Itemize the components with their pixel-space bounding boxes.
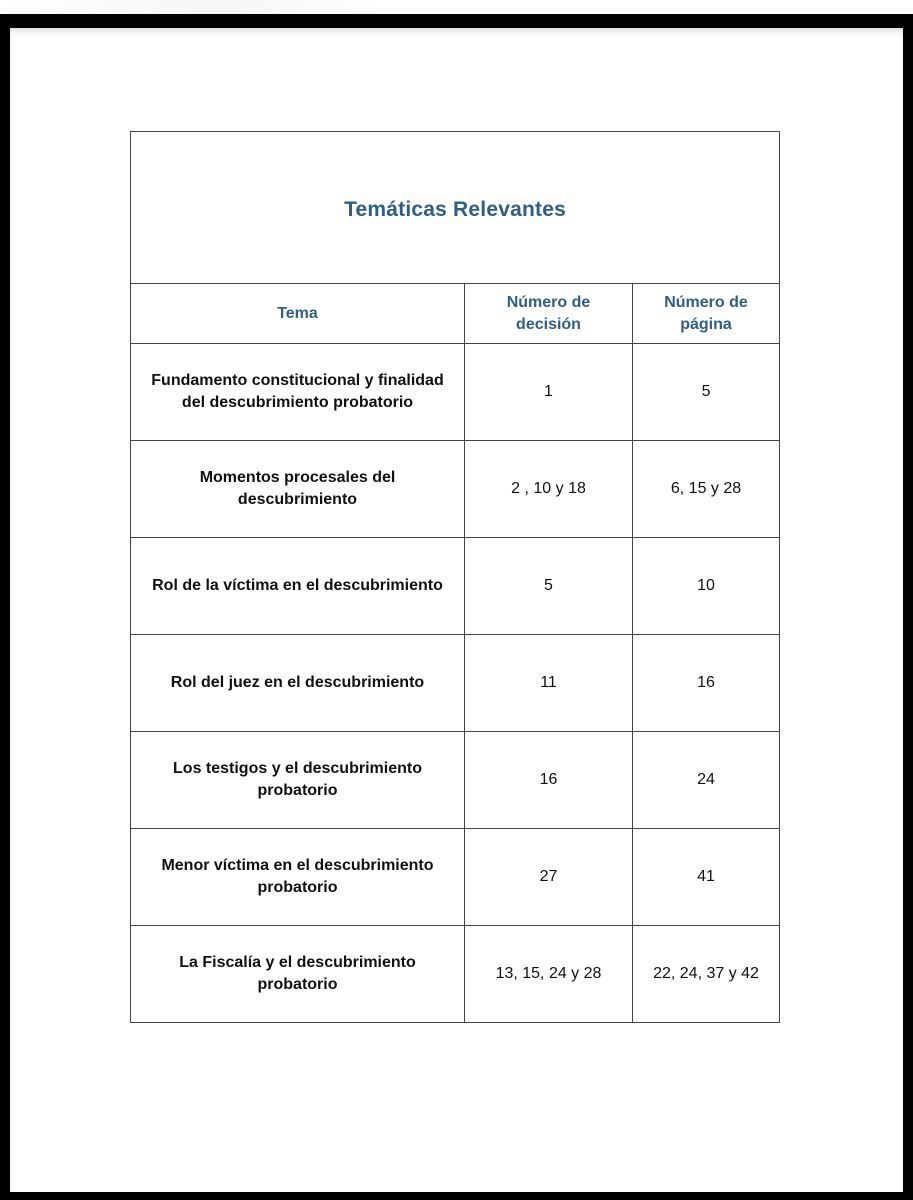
- pagina-cell: 22, 24, 37 y 42: [633, 926, 780, 1023]
- pagina-cell: 41: [633, 829, 780, 926]
- decision-cell: 11: [465, 635, 633, 732]
- pagina-cell: 16: [633, 635, 780, 732]
- decision-cell: 2 , 10 y 18: [465, 441, 633, 538]
- table-title: Temáticas Relevantes: [344, 197, 566, 221]
- topics-table: [130, 131, 780, 1023]
- header-row: [131, 284, 780, 344]
- decision-cell: 27: [465, 829, 633, 926]
- tema-cell: Menor víctima en el descubrimiento probatorio: [131, 829, 465, 926]
- header-decision: Número de decisión: [465, 284, 633, 344]
- table-row: [131, 829, 780, 926]
- table-row: [131, 926, 780, 1023]
- title-cell: [131, 132, 780, 284]
- decision-cell: 5: [465, 538, 633, 635]
- header-pagina: Número de página: [633, 284, 780, 344]
- pagina-cell: 6, 15 y 28: [633, 441, 780, 538]
- header-tema: Tema: [131, 284, 465, 344]
- pagina-cell: 5: [633, 344, 780, 441]
- tema-cell: Los testigos y el descubrimiento probatorio: [131, 732, 465, 829]
- table-row: [131, 441, 780, 538]
- table-row: [131, 635, 780, 732]
- tema-cell: Rol de la víctima en el descubrimiento: [131, 538, 465, 635]
- tema-cell: La Fiscalía y el descubrimiento probatorio: [131, 926, 465, 1023]
- pagina-cell: 10: [633, 538, 780, 635]
- table-row: [131, 732, 780, 829]
- pagina-cell: 24: [633, 732, 780, 829]
- table-row: [131, 538, 780, 635]
- decision-cell: 16: [465, 732, 633, 829]
- decision-cell: 13, 15, 24 y 28: [465, 926, 633, 1023]
- tema-cell: Momentos procesales del descubrimiento: [131, 441, 465, 538]
- table-row: [131, 344, 780, 441]
- decision-cell: 1: [465, 344, 633, 441]
- tema-cell: Rol del juez en el descubrimiento: [131, 635, 465, 732]
- tema-cell: Fundamento constitucional y finalidad del descubrimiento probatorio: [131, 344, 465, 441]
- title-row: [131, 132, 780, 284]
- document-page: [10, 28, 903, 1192]
- top-band: [0, 0, 913, 14]
